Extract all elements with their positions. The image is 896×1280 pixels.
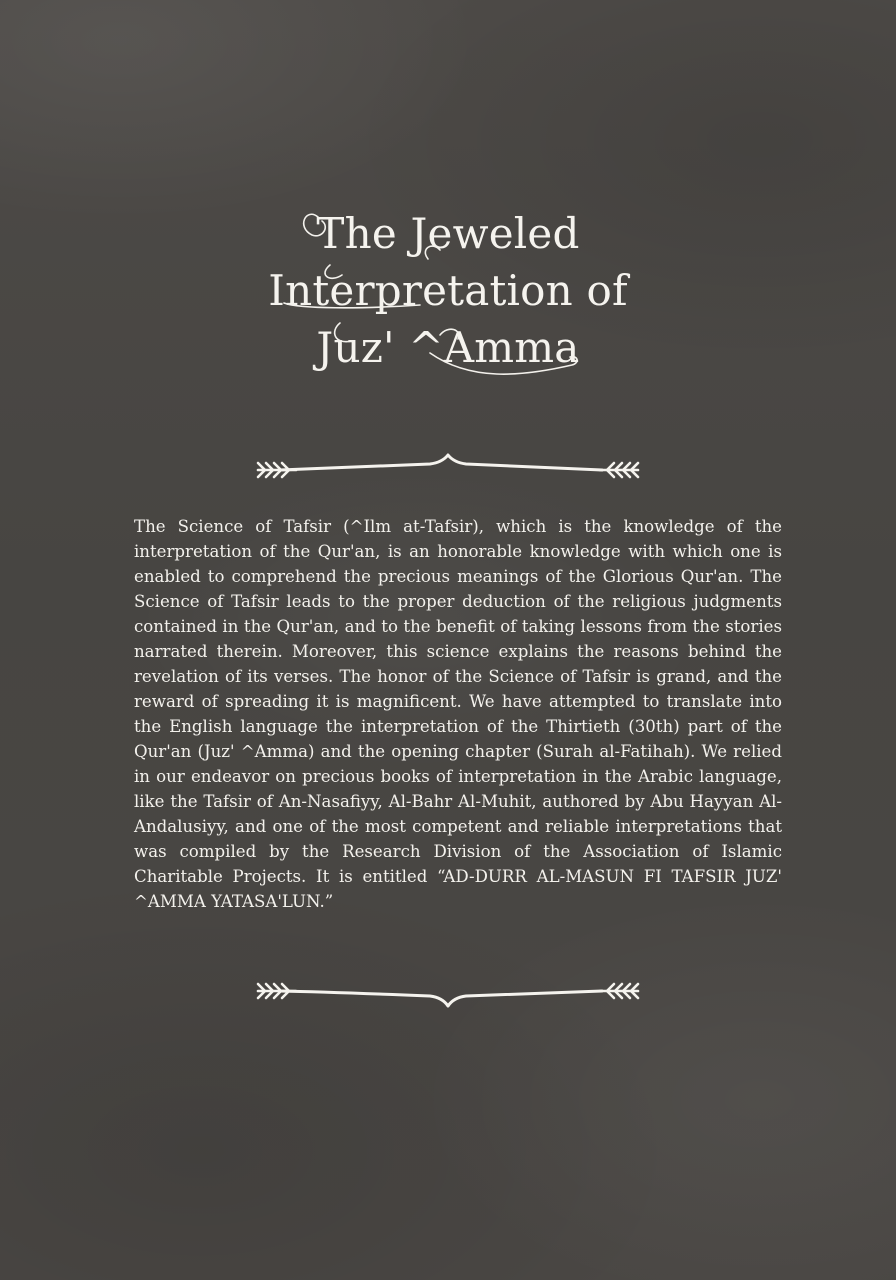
swash-flourish-icon <box>0 205 896 405</box>
title-line-2: Interpretation of <box>268 266 628 315</box>
arrow-divider-icon <box>250 976 646 1010</box>
title-line-1: The Jeweled <box>316 209 580 258</box>
arrow-divider-icon <box>250 452 646 486</box>
title-line-3: Juz' ^Amma <box>316 323 580 372</box>
intro-paragraph: The Science of Tafsir (^Ilm at-Tafsir), which is the knowledge of the interpretation of the Qur'an, is an honorable knowledge with which one is enabled to comprehend the precious meanings of the Glorious Qur'an. The Science of Tafsir leads to the proper deduction of the religious judgments contained in the Qur'an, and to the benefit of taking lessons from the stories narrated therein. Moreover, this science explains the reasons behind the revelation of its verses. The honor of the Science of Tafsir is grand, and the reward of spreading it is magnificent. We have attempted to translate into the English language the interpretation of the Thirtieth (30th) part of the Qur'an (Juz' ^Amma) and the opening chapter (Surah al-Fatihah). We relied in our endeavor on precious books of interpretation in the Arabic language, like the Tafsir of An-Nasafiyy, Al-Bahr Al-Muhit, authored by Abu Hayyan Al-Andalusiyy, and one of the most competent and reliable interpretations that was compiled by the Research Division of the Association of Islamic Charitable Projects. It is entitled “AD-DURR AL-MASUN FI TAFSIR JUZ' ^AMMA YATASA'LUN.” <box>134 517 782 911</box>
